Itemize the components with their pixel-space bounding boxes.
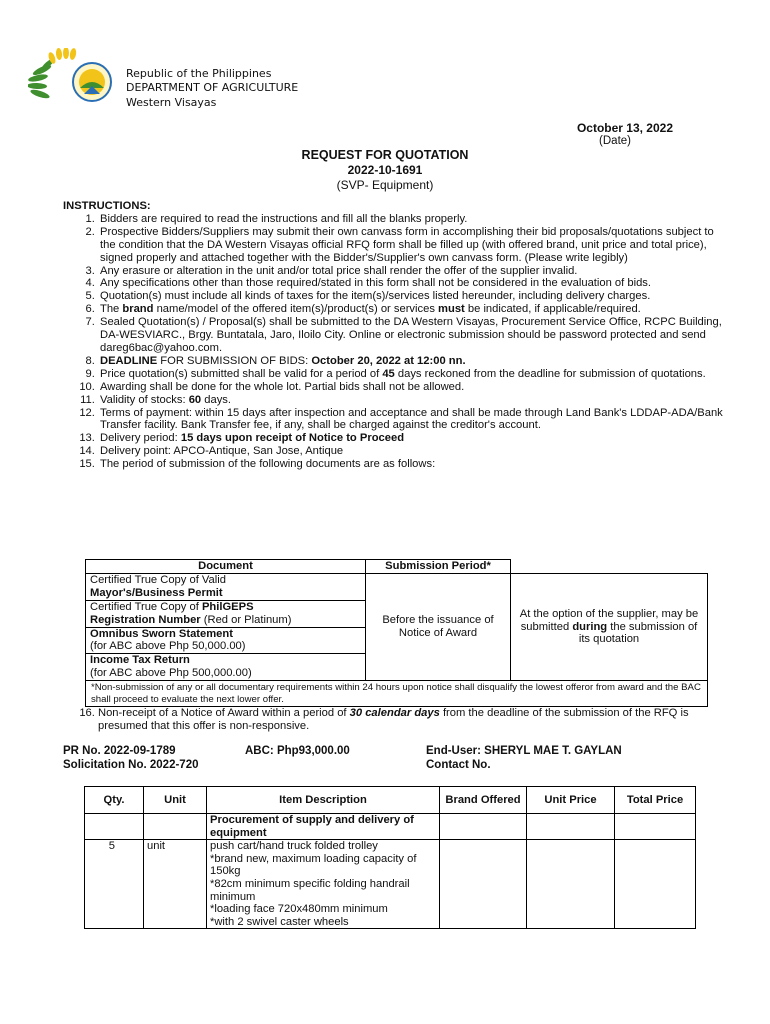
instruction-item: 7. Sealed Quotation(s) / Proposal(s) shall be submitted to the DA Western Visayas, Procurement Service Office, RCPC Building, DA-WESVIARC., Brgy. Buntatala, Jaro, Iloilo City. Online or electronic submission should be password protected and send dareg6bac@yahoo.com.	[98, 316, 723, 355]
column-header-document: Document	[86, 560, 366, 574]
pr-number: PR No. 2022-09-1789	[63, 745, 176, 757]
brand-offered-cell[interactable]	[440, 840, 527, 929]
title-block	[0, 148, 770, 193]
table-row	[85, 814, 696, 840]
instruction-item: 6. The brand name/model of the offered item(s)/product(s) or services must be indicated, if applicable/required.	[98, 303, 723, 316]
abc-amount: ABC: Php93,000.00	[245, 745, 350, 757]
submission-documents-table	[85, 559, 708, 707]
rfq-type: (SVP- Equipment)	[336, 178, 434, 192]
total-price-cell[interactable]	[615, 840, 696, 929]
column-header-brand-offered: Brand Offered	[440, 787, 527, 814]
instruction-item: 15. The period of submission of the following documents are as follows:	[98, 458, 723, 471]
contact-number: Contact No.	[426, 759, 491, 771]
submission-period-optional: At the option of the supplier, may be submitted during the submission of its quotation	[511, 573, 708, 680]
blank-header-cell	[511, 560, 708, 574]
item-group-title: Procurement of supply and delivery of equipment	[207, 814, 440, 840]
document-mayors-permit: Certified True Copy of Valid Mayor's/Business Permit	[86, 573, 366, 600]
instruction-item: 4. Any specifications other than those required/stated in this form shall not be considered in the evaluation of bids.	[98, 277, 723, 290]
instruction-item: 3. Any erasure or alteration in the unit and/or total price shall render the offer of the supplier invalid.	[98, 265, 723, 278]
rfq-number: 2022-10-1691	[347, 163, 423, 177]
column-header-submission-period: Submission Period*	[366, 560, 511, 574]
submission-footnote: *Non-submission of any or all documentary requirements within 24 hours upon notice shall disqualify the lowest offeror from award and the BAC shall proceed to evaluate the next lower offer.	[86, 681, 708, 707]
submission-period-before-award: Before the issuance of Notice of Award	[366, 573, 511, 680]
instructions-list	[63, 213, 723, 471]
column-header-total-price: Total Price	[615, 787, 696, 814]
unit-price-cell[interactable]	[527, 840, 615, 929]
column-header-unit-price: Unit Price	[527, 787, 615, 814]
solicitation-number: Solicitation No. 2022-720	[63, 759, 199, 771]
instruction-item-16	[63, 707, 723, 733]
page-title: REQUEST FOR QUOTATION	[301, 148, 469, 162]
column-header-unit: Unit	[144, 787, 207, 814]
instruction-item: 13. Delivery period: 15 days upon receipt of Notice to Proceed	[98, 432, 723, 445]
column-header-item-description: Item Description	[207, 787, 440, 814]
brand-offered-cell[interactable]	[440, 814, 527, 840]
document-omnibus-statement: Omnibus Sworn Statement (for ABC above Php 50,000.00)	[86, 627, 366, 654]
date-label: (Date)	[599, 135, 631, 147]
document-income-tax-return: Income Tax Return (for ABC above Php 500,000.00)	[86, 654, 366, 681]
document-philgeps: Certified True Copy of PhilGEPS Registration Number (Red or Platinum)	[86, 600, 366, 627]
instruction-item: 16. Non-receipt of a Notice of Award within a period of 30 calendar days from the deadline of the submission of the RFQ is presumed that this offer is non-responsive.	[98, 707, 723, 733]
instruction-item: 1. Bidders are required to read the instructions and fill all the blanks properly.	[98, 213, 723, 226]
agency-line-republic: Republic of the Philippines	[126, 67, 272, 80]
item-qty: 5	[85, 840, 144, 929]
department-of-agriculture-logo-icon	[28, 48, 124, 110]
table-cell	[144, 814, 207, 840]
instructions-section	[63, 200, 723, 471]
instruction-item: 14. Delivery point: APCO-Antique, San Jose, Antique	[98, 445, 723, 458]
instruction-item: 5. Quotation(s) must include all kinds of taxes for the item(s)/services listed hereunder, including delivery charges.	[98, 290, 723, 303]
instruction-item: 11. Validity of stocks: 60 days.	[98, 394, 723, 407]
column-header-qty: Qty.	[85, 787, 144, 814]
instruction-item: 12. Terms of payment: within 15 days after inspection and acceptance and shall be made through Land Bank's LDDAP-ADA/Bank Transfer facility. Bank Transfer fee, if any, shall be charged against the creditor's account.	[98, 407, 723, 433]
item-unit: unit	[144, 840, 207, 929]
table-cell	[85, 814, 144, 840]
instructions-heading: INSTRUCTIONS:	[63, 200, 151, 212]
instruction-item: 10. Awarding shall be done for the whole lot. Partial bids shall not be allowed.	[98, 381, 723, 394]
rfq-date: October 13, 2022	[576, 121, 673, 135]
item-description: push cart/hand truck folded trolley *brand new, maximum loading capacity of 150kg *82cm minimum specific folding handrail minimum *loading face 720x480mm minimum *with 2 swivel caster wheels	[207, 840, 440, 929]
total-price-cell[interactable]	[615, 814, 696, 840]
instruction-item: 8. DEADLINE FOR SUBMISSION OF BIDS: October 20, 2022 at 12:00 nn.	[98, 355, 723, 368]
agency-line-department: DEPARTMENT OF AGRICULTURE	[126, 81, 299, 94]
unit-price-cell[interactable]	[527, 814, 615, 840]
table-row	[85, 840, 696, 929]
end-user: End-User: SHERYL MAE T. GAYLAN	[426, 745, 622, 757]
agency-line-region: Western Visayas	[126, 96, 217, 109]
items-table	[84, 786, 696, 929]
instruction-item: 9. Price quotation(s) submitted shall be valid for a period of 45 days reckoned from the deadline for submission of quotations.	[98, 368, 723, 381]
instruction-item: 2. Prospective Bidders/Suppliers may submit their own canvass form in accomplishing their bid proposals/quotations subject to the condition that the DA Western Visayas official RFQ form shall be filled up (with offered brand, unit price and total price), signed properly and attached together with the Bidder's/Supplier's own canvass form. (Please write legibly)	[98, 226, 723, 265]
